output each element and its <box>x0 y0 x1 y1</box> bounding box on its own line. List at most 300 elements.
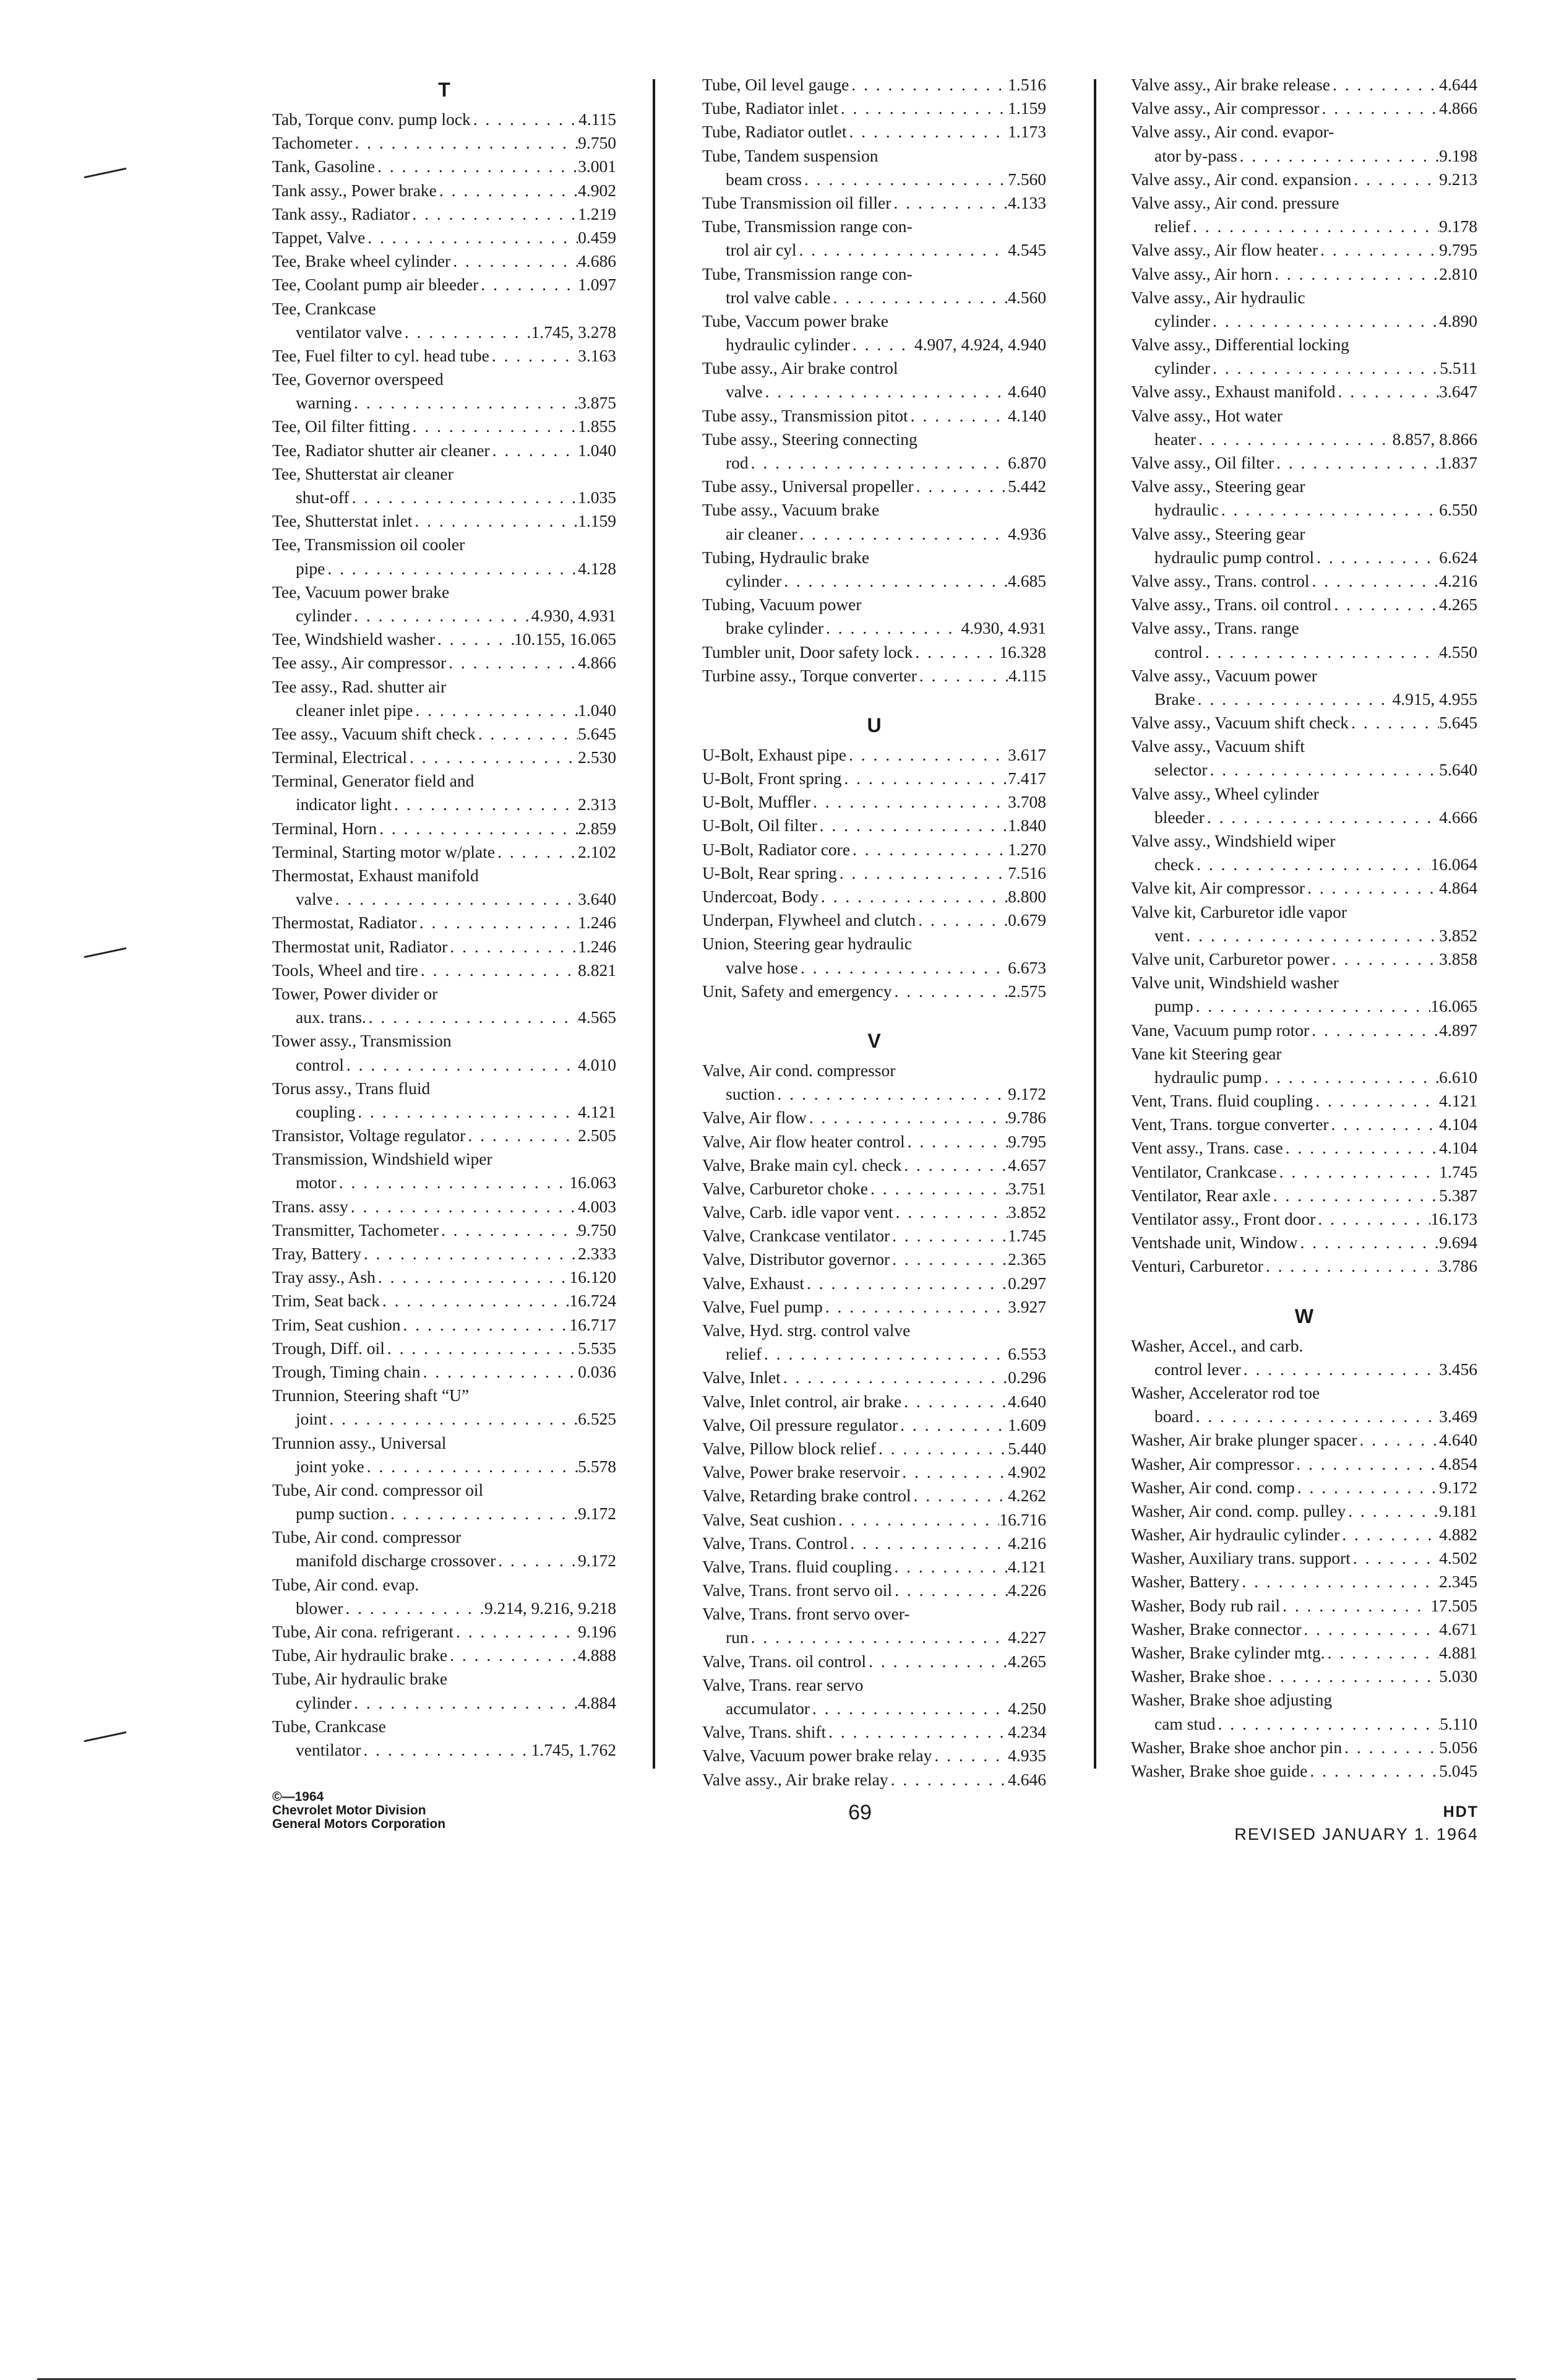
entry-page-ref: 1.040 <box>578 440 616 460</box>
entry-page-ref: 1.745 <box>1439 1162 1477 1181</box>
dot-leader <box>932 1744 1008 1767</box>
index-entry <box>1131 735 1477 782</box>
entry-page-ref: 7.516 <box>1008 863 1046 882</box>
entry-page-ref: 3.927 <box>1008 1296 1046 1316</box>
section-letter: U <box>867 714 882 736</box>
entry-label: Brake <box>1154 689 1195 709</box>
index-entry <box>1131 380 1477 403</box>
index-entry <box>272 1289 616 1313</box>
index-entry <box>272 1029 616 1076</box>
dot-leader <box>892 980 1008 1003</box>
dot-leader <box>916 908 1008 932</box>
dot-leader <box>439 1218 578 1242</box>
entry-page-ref: 3.852 <box>1008 1202 1046 1222</box>
dot-leader <box>866 1650 1008 1673</box>
index-entry <box>272 864 616 911</box>
entry-page-ref: 16.328 <box>999 642 1046 662</box>
entry-page-ref: 3.647 <box>1439 382 1477 402</box>
dot-leader <box>343 1597 484 1620</box>
entry-page-ref: 6.870 <box>1008 453 1046 472</box>
dot-leader <box>1315 1207 1430 1231</box>
index-entry <box>272 1525 616 1572</box>
entry-label: Tee, Fuel filter to cyl. head tube <box>272 345 489 365</box>
entry-page-ref: 4.560 <box>1008 287 1046 307</box>
index-entry <box>1131 1381 1477 1428</box>
entry-label: Valve, Hyd. strg. control valve <box>702 1321 911 1340</box>
dot-leader <box>868 1177 1008 1201</box>
dot-leader <box>836 1508 999 1532</box>
entry-label: Valve, Trans. rear servo <box>702 1675 864 1694</box>
dot-leader <box>890 1224 1008 1248</box>
entry-page-ref: 1.246 <box>578 936 616 956</box>
entry-page-ref: 2.575 <box>1008 981 1046 1001</box>
entry-label: Trunnion, Steering shaft “U” <box>272 1386 470 1405</box>
index-entry <box>1131 1641 1477 1665</box>
dot-leader <box>1210 356 1440 380</box>
index-entry <box>1131 569 1477 593</box>
dot-leader <box>388 1502 578 1525</box>
index-entry <box>272 509 616 533</box>
entry-label: joint <box>296 1409 327 1429</box>
entry-page-ref: 5.535 <box>578 1338 616 1358</box>
entry-label: Valve, Power brake reservoir <box>702 1462 900 1482</box>
dot-leader <box>797 522 1008 546</box>
dot-leader <box>495 840 578 864</box>
dot-leader <box>1196 428 1392 451</box>
entry-page-ref: 1.745, 3.278 <box>531 322 616 342</box>
dot-leader <box>447 1644 578 1667</box>
entry-label: Washer, Brake shoe anchor pin <box>1131 1737 1343 1757</box>
entry-label: Trans. assy <box>272 1196 348 1216</box>
index-entry <box>272 746 616 769</box>
entry-label: Washer, Brake cylinder mtg. <box>1131 1643 1325 1662</box>
dot-leader <box>810 790 1008 814</box>
dot-leader <box>402 321 531 344</box>
entry-label: U-Bolt, Muffler <box>702 792 811 812</box>
dot-leader <box>1313 1089 1439 1113</box>
entry-page-ref: 4.888 <box>578 1645 616 1665</box>
dot-leader <box>421 1360 578 1384</box>
dot-leader <box>1319 97 1439 120</box>
index-entry <box>702 861 1046 885</box>
entry-page-ref: 3.640 <box>578 889 616 909</box>
dot-leader <box>465 1124 578 1147</box>
index-entry <box>272 935 616 959</box>
entry-page-ref: 7.417 <box>1008 769 1046 788</box>
index-entry <box>702 1484 1046 1507</box>
entry-label: Trim, Seat back <box>272 1291 380 1311</box>
entry-label: pump <box>1154 996 1193 1016</box>
index-entry <box>1131 1499 1477 1523</box>
index-entry <box>1131 1334 1477 1381</box>
dot-leader <box>1265 1665 1439 1688</box>
dot-leader <box>476 722 578 746</box>
dot-leader <box>1301 1618 1439 1641</box>
entry-page-ref: 4.115 <box>578 110 616 129</box>
index-entry <box>702 1248 1046 1271</box>
entry-label: Tube, Air cond. evap. <box>272 1574 419 1594</box>
entry-label: relief <box>726 1344 762 1364</box>
entry-page-ref: 3.617 <box>1008 744 1046 764</box>
dot-leader <box>1274 451 1439 475</box>
index-entry <box>702 73 1046 97</box>
entry-page-ref: 3.456 <box>1439 1359 1477 1379</box>
entry-page-ref: 0.297 <box>1008 1273 1046 1293</box>
entry-label: Undercoat, Body <box>702 887 819 906</box>
entry-label: Valve, Trans. fluid coupling <box>702 1556 892 1576</box>
dot-leader <box>781 569 1008 593</box>
entry-page-ref: 9.172 <box>578 1551 616 1571</box>
entry-label: U-Bolt, Exhaust pipe <box>702 744 846 764</box>
entry-label: Washer, Air cond. comp. pulley <box>1131 1501 1346 1520</box>
entry-label: ventilator valve <box>296 322 402 342</box>
dot-leader <box>1305 876 1439 900</box>
entry-label: Terminal, Electrical <box>272 748 407 767</box>
entry-page-ref: 3.875 <box>578 393 616 413</box>
entry-page-ref: 5.442 <box>1008 476 1046 496</box>
entry-label: accumulator <box>726 1699 810 1718</box>
entry-label: Tee assy., Rad. shutter air <box>272 676 447 696</box>
corporation-name: General Motors Corporation <box>272 1817 446 1831</box>
index-entry <box>1131 238 1477 262</box>
index-entry <box>272 959 616 982</box>
dot-leader <box>898 1413 1008 1437</box>
entry-label: Washer, Air compressor <box>1131 1454 1294 1473</box>
entry-page-ref: 4.265 <box>1439 595 1477 614</box>
dot-leader <box>1351 168 1439 191</box>
entry-label: run <box>726 1628 749 1647</box>
entry-label: Tee, Shutterstat air cleaner <box>272 463 453 483</box>
entry-label: Tumbler unit, Door safety lock <box>702 642 913 662</box>
dot-leader <box>361 1738 531 1762</box>
index-entry <box>272 1124 616 1147</box>
entry-label: Valve, Trans. shift <box>702 1722 827 1742</box>
dot-leader <box>351 604 531 627</box>
entry-label: Valve, Exhaust <box>702 1273 804 1293</box>
index-entry <box>702 743 1046 767</box>
entry-label: Vent, Trans. torgue converter <box>1131 1115 1329 1134</box>
entry-label: Unit, Safety and emergency <box>702 981 892 1001</box>
entry-page-ref: 1.159 <box>578 511 616 531</box>
dot-leader <box>412 509 578 533</box>
dot-leader <box>1349 711 1439 735</box>
entry-page-ref: 5.640 <box>1439 760 1477 780</box>
entry-label: Transmission, Windshield wiper <box>272 1149 492 1169</box>
entry-label: Tube assy., Air brake control <box>702 358 898 378</box>
index-entry <box>702 814 1046 837</box>
dot-leader <box>823 616 961 640</box>
entry-page-ref: 4.854 <box>1439 1454 1477 1473</box>
entry-label: Tee, Transmission oil cooler <box>272 535 465 554</box>
entry-page-ref: 9.172 <box>1008 1084 1046 1104</box>
entry-page-ref: 1.035 <box>578 488 616 507</box>
index-entry <box>702 885 1046 908</box>
dot-leader <box>385 1337 578 1360</box>
dot-leader <box>1280 1594 1430 1618</box>
entry-page-ref: 4.907, 4.924, 4.940 <box>914 335 1046 355</box>
index-entry <box>272 297 616 344</box>
entry-label: Valve, Retarding brake control <box>702 1486 911 1506</box>
dot-leader <box>807 1106 1008 1129</box>
entry-page-ref: 4.686 <box>578 251 616 271</box>
entry-label: cylinder <box>726 571 782 590</box>
entry-page-ref: 4.881 <box>1439 1643 1477 1662</box>
dot-leader <box>1351 1546 1439 1570</box>
entry-label: relief <box>1154 217 1191 236</box>
entry-label: Valve, Trans. front servo oil <box>702 1580 893 1600</box>
entry-label: Tube assy., Steering connecting <box>702 429 917 449</box>
dot-leader <box>361 1242 578 1265</box>
entry-page-ref: 4.640 <box>1008 382 1046 402</box>
entry-label: hydraulic <box>1154 500 1219 520</box>
entry-page-ref: 8.821 <box>578 960 616 980</box>
index-entry <box>702 640 1046 664</box>
entry-page-ref: 2.810 <box>1439 264 1477 283</box>
dot-leader <box>1210 309 1439 333</box>
entry-label: Tube, Radiator outlet <box>702 122 847 142</box>
dot-leader <box>749 1626 1008 1649</box>
dot-leader <box>365 226 578 249</box>
index-entry <box>1131 522 1477 569</box>
dot-leader <box>913 640 999 664</box>
dot-leader <box>348 1195 578 1218</box>
index-entry <box>702 120 1046 144</box>
entry-label: selector <box>1154 760 1208 780</box>
dot-leader <box>1241 1358 1439 1381</box>
entry-label: motor <box>296 1173 337 1192</box>
entry-page-ref: 5.045 <box>1439 1761 1477 1780</box>
entry-label: Valve, Vacuum power brake relay <box>702 1746 932 1766</box>
entry-label: Valve assy., Differential locking <box>1131 335 1349 355</box>
dot-leader <box>478 273 578 296</box>
entry-label: Valve assy., Air flow heater <box>1131 240 1318 260</box>
entry-label: Trunnion assy., Universal <box>272 1433 447 1452</box>
section-gap <box>702 1003 1046 1024</box>
entry-label: Turbine assy., Torque converter <box>702 665 917 685</box>
entry-label: Washer, Air hydraulic cylinder <box>1131 1525 1340 1545</box>
entry-label: Valve, Carb. idle vapor vent <box>702 1202 893 1222</box>
dot-leader <box>1193 994 1431 1018</box>
entry-page-ref: 4.915, 4.955 <box>1392 689 1477 709</box>
index-entry <box>1131 451 1477 475</box>
index-entry <box>272 1077 616 1124</box>
entry-page-ref: 4.666 <box>1439 807 1477 827</box>
index-entry <box>1131 1184 1477 1207</box>
dot-leader <box>1277 1160 1440 1184</box>
dot-leader <box>848 1532 1008 1555</box>
index-entry <box>702 767 1046 790</box>
entry-page-ref: 4.502 <box>1439 1548 1477 1568</box>
dot-leader <box>888 1768 1008 1791</box>
entry-label: Terminal, Starting motor w/plate <box>272 842 496 861</box>
dot-leader <box>1346 1499 1439 1523</box>
index-entry <box>272 155 616 178</box>
index-entry <box>272 982 616 1029</box>
index-entry <box>702 1768 1046 1791</box>
entry-label: Valve, Air cond. compressor <box>702 1060 896 1080</box>
entry-label: Ventilator assy., Front door <box>1131 1209 1316 1228</box>
dot-leader <box>490 439 578 462</box>
entry-label: U-Bolt, Rear spring <box>702 863 837 882</box>
dot-leader <box>437 179 578 202</box>
entry-page-ref: 4.003 <box>578 1196 616 1216</box>
dot-leader <box>1237 144 1439 168</box>
entry-label: Washer, Accel., and carb. <box>1131 1335 1304 1355</box>
entry-page-ref: 4.882 <box>1439 1525 1477 1545</box>
entry-page-ref: 3.852 <box>1439 925 1477 945</box>
entry-page-ref: 9.795 <box>1439 240 1477 260</box>
entry-label: vent <box>1154 925 1184 945</box>
entry-label: Vent assy., Trans. case <box>1131 1138 1283 1158</box>
entry-label: Thermostat, Radiator <box>272 913 417 933</box>
entry-label: U-Bolt, Front spring <box>702 769 842 788</box>
entry-label: Terminal, Generator field and <box>272 771 475 791</box>
section-gap <box>1131 1278 1477 1300</box>
index-entry <box>702 1390 1046 1413</box>
entry-page-ref: 6.525 <box>578 1409 616 1429</box>
index-entry <box>272 817 616 840</box>
entry-label: Tee, Governor overspeed <box>272 369 444 389</box>
entry-label: Washer, Air brake plunger spacer <box>1131 1430 1357 1450</box>
entry-label: hydraulic cylinder <box>726 335 850 355</box>
dot-leader <box>1307 1759 1439 1783</box>
entry-label: Washer, Accelerator rod toe <box>1131 1382 1320 1402</box>
dot-leader <box>366 1006 578 1029</box>
index-entry <box>272 675 616 722</box>
entry-label: Valve assy., Air hydraulic <box>1131 287 1305 307</box>
entry-page-ref: 5.578 <box>578 1456 616 1476</box>
entry-label: Ventilator, Crankcase <box>1131 1162 1277 1181</box>
entry-label: pipe <box>296 558 325 578</box>
entry-label: Torus assy., Trans fluid <box>272 1078 431 1098</box>
dot-leader <box>1335 380 1439 403</box>
entry-label: Valve assy., Steering gear <box>1131 476 1305 496</box>
dot-leader <box>471 108 578 131</box>
entry-page-ref: 5.511 <box>1440 358 1477 378</box>
copyright-block <box>272 1790 445 1831</box>
entry-label: cylinder <box>1154 311 1211 330</box>
index-entry <box>702 1744 1046 1767</box>
entry-label: Tube, Air cond. compressor oil <box>272 1480 484 1499</box>
dot-leader <box>819 885 1008 908</box>
entry-label: Valve assy., Exhaust manifold <box>1131 382 1336 402</box>
entry-label: Tee assy., Air compressor <box>272 653 447 673</box>
dot-leader <box>1318 238 1439 262</box>
entry-page-ref: 1.246 <box>578 913 616 933</box>
dot-leader <box>1357 1428 1440 1452</box>
dot-leader <box>1314 546 1439 569</box>
index-entry <box>1131 664 1477 711</box>
entry-label: Valve assy., Air cond. expansion <box>1131 169 1352 189</box>
index-entry <box>1131 1207 1477 1231</box>
index-entry <box>702 1295 1046 1319</box>
index-entry <box>702 790 1046 814</box>
dot-leader <box>763 380 1008 403</box>
entry-page-ref: 1.840 <box>1008 816 1046 835</box>
entry-page-ref: 4.902 <box>1008 1462 1046 1482</box>
entry-page-ref: 4.884 <box>578 1692 616 1712</box>
dot-leader <box>344 1053 578 1077</box>
index-entry <box>1131 1113 1477 1136</box>
entry-label: Tube, Crankcase <box>272 1716 386 1736</box>
index-entry <box>272 1573 616 1620</box>
entry-label: Valve kit, Air compressor <box>1131 878 1305 898</box>
entry-page-ref: 1.159 <box>1008 98 1046 118</box>
entry-label: valve hose <box>726 957 798 977</box>
entry-label: Washer, Brake shoe adjusting <box>1131 1690 1333 1710</box>
entry-page-ref: 3.751 <box>1008 1178 1046 1198</box>
dot-leader <box>1272 262 1439 286</box>
index-entry <box>1131 1476 1477 1499</box>
index-entry <box>1131 168 1477 191</box>
index-entry <box>272 108 616 131</box>
entry-label: Ventilator, Rear axle <box>1131 1185 1271 1205</box>
entry-label: Valve, Oil pressure regulator <box>702 1415 898 1434</box>
entry-label: Valve unit, Carburetor power <box>1131 949 1330 968</box>
dot-leader <box>849 73 1008 97</box>
index-entry <box>1131 1160 1477 1184</box>
dot-leader <box>914 475 1008 498</box>
entry-label: suction <box>726 1084 775 1104</box>
entry-page-ref: 1.609 <box>1008 1415 1046 1434</box>
index-entry <box>272 1620 616 1644</box>
entry-page-ref: 3.708 <box>1008 792 1046 812</box>
index-entry <box>702 1650 1046 1673</box>
index-entry <box>1131 616 1477 663</box>
entry-page-ref: 4.010 <box>578 1054 616 1074</box>
margin-mark <box>84 1731 126 1742</box>
entry-page-ref: 4.866 <box>1439 98 1477 118</box>
dot-leader <box>908 404 1008 428</box>
dot-leader <box>392 793 578 816</box>
entry-label: Vane, Vacuum pump rotor <box>1131 1020 1310 1040</box>
entry-label: Tubing, Hydraulic brake <box>702 547 870 567</box>
entry-page-ref: 0.679 <box>1008 910 1046 930</box>
entry-label: Valve assy., Trans. control <box>1131 571 1310 590</box>
dot-leader <box>375 155 578 178</box>
index-entry <box>1131 829 1477 876</box>
revision-block <box>1234 1801 1479 1845</box>
entry-page-ref: 4.897 <box>1439 1020 1477 1040</box>
dot-leader <box>775 1082 1008 1106</box>
entry-label: Tappet, Valve <box>272 227 366 247</box>
dot-leader <box>1271 1184 1439 1207</box>
dot-leader <box>893 1201 1008 1224</box>
entry-label: coupling <box>296 1102 356 1121</box>
dot-leader <box>1309 569 1439 593</box>
dot-leader <box>841 767 1008 790</box>
dot-leader <box>355 1100 578 1124</box>
index-entry <box>272 722 616 746</box>
dot-leader <box>325 557 578 580</box>
entry-label: Tray assy., Ash <box>272 1267 376 1287</box>
entry-page-ref: 2.345 <box>1439 1572 1477 1592</box>
entry-label: Valve, Distributor governor <box>702 1249 890 1269</box>
index-entry <box>272 1242 616 1265</box>
index-entry <box>702 1366 1046 1389</box>
entry-label: valve <box>726 382 763 402</box>
entry-page-ref: 4.936 <box>1008 524 1046 543</box>
entry-label: Tank, Gasoline <box>272 157 376 176</box>
index-entry <box>702 1059 1046 1106</box>
entry-page-ref: 6.624 <box>1439 547 1477 567</box>
index-entry <box>1131 971 1477 1018</box>
index-entry <box>702 1555 1046 1579</box>
index-entry <box>272 1667 616 1714</box>
entry-label: Transmitter, Tachometer <box>272 1220 439 1240</box>
entry-label: ventilator <box>296 1740 361 1759</box>
index-entry <box>1131 1523 1477 1546</box>
